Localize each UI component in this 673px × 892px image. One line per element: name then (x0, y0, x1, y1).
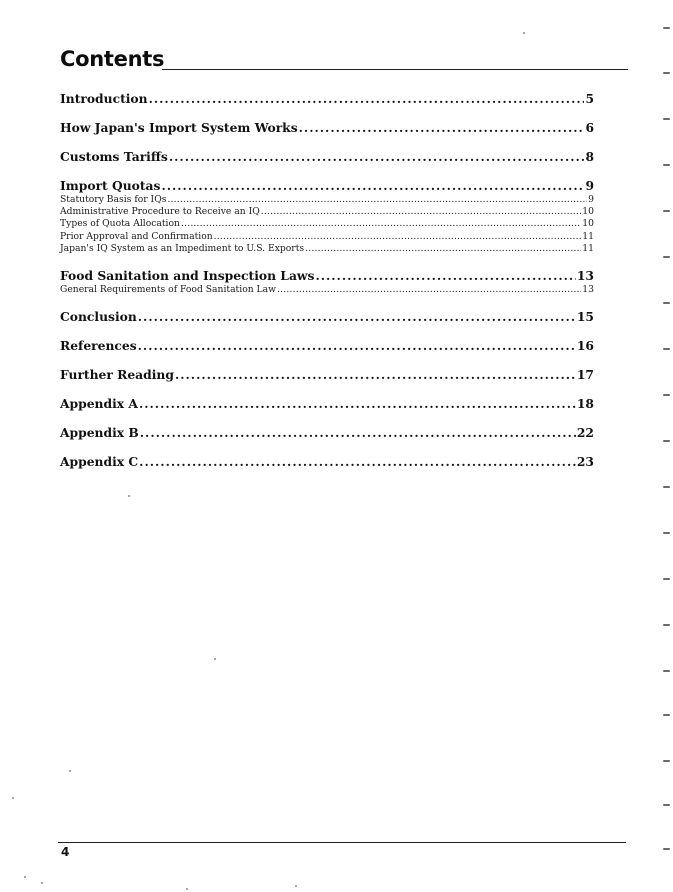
toc-subentry-label: Types of Quota Allocation (60, 218, 180, 230)
punch-mark (663, 302, 670, 304)
toc-subentry[interactable] (60, 243, 594, 255)
dot-leader (175, 366, 576, 383)
toc-entry[interactable] (60, 148, 594, 165)
punch-mark (663, 578, 670, 580)
toc-entry[interactable] (60, 119, 594, 136)
toc-entry[interactable] (60, 395, 594, 412)
toc-subentry[interactable] (60, 206, 594, 218)
dot-leader (167, 194, 587, 206)
dot-leader (138, 308, 576, 325)
punch-mark (663, 348, 670, 350)
toc-subentry-label: General Requirements of Food Sanitation Law (60, 284, 276, 296)
punch-mark (663, 440, 670, 442)
punch-mark (663, 164, 670, 166)
toc-section (60, 366, 594, 383)
toc-subentry[interactable] (60, 231, 594, 243)
scan-speck (128, 495, 130, 497)
punch-mark (663, 27, 670, 29)
toc-entry-label: Customs Tariffs (60, 149, 168, 164)
dot-leader (169, 148, 585, 165)
toc-entry-label: References (60, 338, 137, 354)
toc-entry[interactable] (60, 308, 594, 325)
table-of-contents (60, 90, 594, 482)
toc-entry[interactable] (60, 366, 594, 383)
scan-speck (69, 770, 71, 772)
title-rule (162, 69, 628, 70)
toc-entry-page: 15 (576, 309, 594, 325)
toc-entry-page: 17 (576, 367, 594, 383)
punch-mark (663, 118, 670, 120)
toc-entry-label: Food Sanitation and Inspection Laws (60, 268, 315, 284)
toc-entry[interactable] (60, 177, 594, 194)
dot-leader (181, 218, 581, 230)
dot-leader (277, 284, 581, 296)
toc-entry-page: 8 (585, 149, 594, 164)
punch-mark (663, 394, 670, 396)
toc-section (60, 395, 594, 412)
dot-leader (315, 267, 575, 284)
toc-subentry[interactable] (60, 284, 594, 296)
toc-entry-page: 18 (576, 396, 594, 412)
toc-subentry-label: Japan's IQ System as an Impediment to U.S. Exports (60, 242, 305, 254)
toc-subentry-page: 11 (582, 242, 594, 254)
toc-entry-label: Introduction (60, 91, 148, 106)
toc-entry-label: Conclusion (60, 309, 137, 325)
toc-entry-label: Import Quotas (60, 178, 161, 193)
punch-mark (663, 72, 670, 74)
toc-section (60, 308, 594, 325)
toc-subentry[interactable] (60, 218, 594, 230)
scan-speck (214, 658, 216, 660)
toc-section (60, 337, 594, 354)
toc-subentry-page: 10 (582, 206, 594, 218)
punch-mark (663, 714, 670, 716)
toc-section (60, 453, 594, 470)
toc-entry-page: 23 (576, 454, 594, 470)
toc-subentry-label: Prior Approval and Confirmation (60, 230, 213, 242)
punch-mark (663, 256, 670, 258)
punch-mark (663, 848, 670, 850)
dot-leader (214, 231, 582, 243)
toc-entry-label: Further Reading (60, 367, 174, 383)
dot-leader (305, 243, 581, 255)
scan-speck (41, 882, 43, 884)
dot-leader (261, 206, 582, 218)
dot-leader (299, 119, 585, 136)
toc-subentry-page: 9 (588, 194, 594, 205)
punch-mark (663, 624, 670, 626)
toc-subentry-page: 10 (582, 218, 594, 230)
toc-section (60, 148, 594, 165)
dot-leader (139, 453, 576, 470)
toc-section (60, 90, 594, 107)
toc-section (60, 267, 594, 296)
toc-entry[interactable] (60, 453, 594, 470)
toc-entry[interactable] (60, 424, 594, 441)
toc-entry-page: 22 (576, 425, 594, 441)
toc-entry-label: Appendix B (60, 425, 139, 441)
punch-mark (663, 760, 670, 762)
dot-leader (138, 337, 576, 354)
punch-mark (663, 670, 670, 672)
toc-entry-label: Appendix A (60, 396, 138, 412)
dot-leader (161, 177, 584, 194)
toc-entry[interactable] (60, 337, 594, 354)
toc-section (60, 424, 594, 441)
dot-leader (139, 395, 576, 412)
punch-mark (663, 486, 670, 488)
toc-entry[interactable] (60, 267, 594, 284)
toc-entry-page: 13 (576, 268, 594, 284)
toc-subentry[interactable] (60, 194, 594, 206)
dot-leader (149, 90, 585, 107)
toc-subentry-label: Statutory Basis for IQs (60, 194, 167, 205)
dot-leader (140, 424, 576, 441)
toc-entry-page: 16 (576, 338, 594, 354)
scan-speck (295, 885, 297, 887)
page-title: Contents (60, 47, 165, 71)
punch-mark (663, 532, 670, 534)
toc-section (60, 119, 594, 136)
scan-speck (12, 797, 14, 799)
toc-entry-label: Appendix C (60, 454, 139, 470)
punch-mark (663, 210, 670, 212)
toc-subentry-page: 13 (582, 284, 594, 296)
scan-speck (24, 876, 26, 878)
toc-entry-label: How Japan's Import System Works (60, 120, 298, 135)
toc-subentry-label: Administrative Procedure to Receive an IQ (60, 206, 260, 218)
toc-section (60, 177, 594, 255)
punch-mark (663, 804, 670, 806)
toc-entry-page: 5 (585, 91, 594, 106)
scan-speck (186, 888, 188, 890)
toc-entry-page: 6 (585, 120, 594, 135)
footer-rule (58, 842, 626, 843)
scan-speck (523, 32, 525, 34)
page-number: 4 (61, 845, 70, 859)
toc-subentry-page: 11 (582, 230, 594, 242)
toc-entry[interactable] (60, 90, 594, 107)
toc-entry-page: 9 (585, 178, 594, 193)
